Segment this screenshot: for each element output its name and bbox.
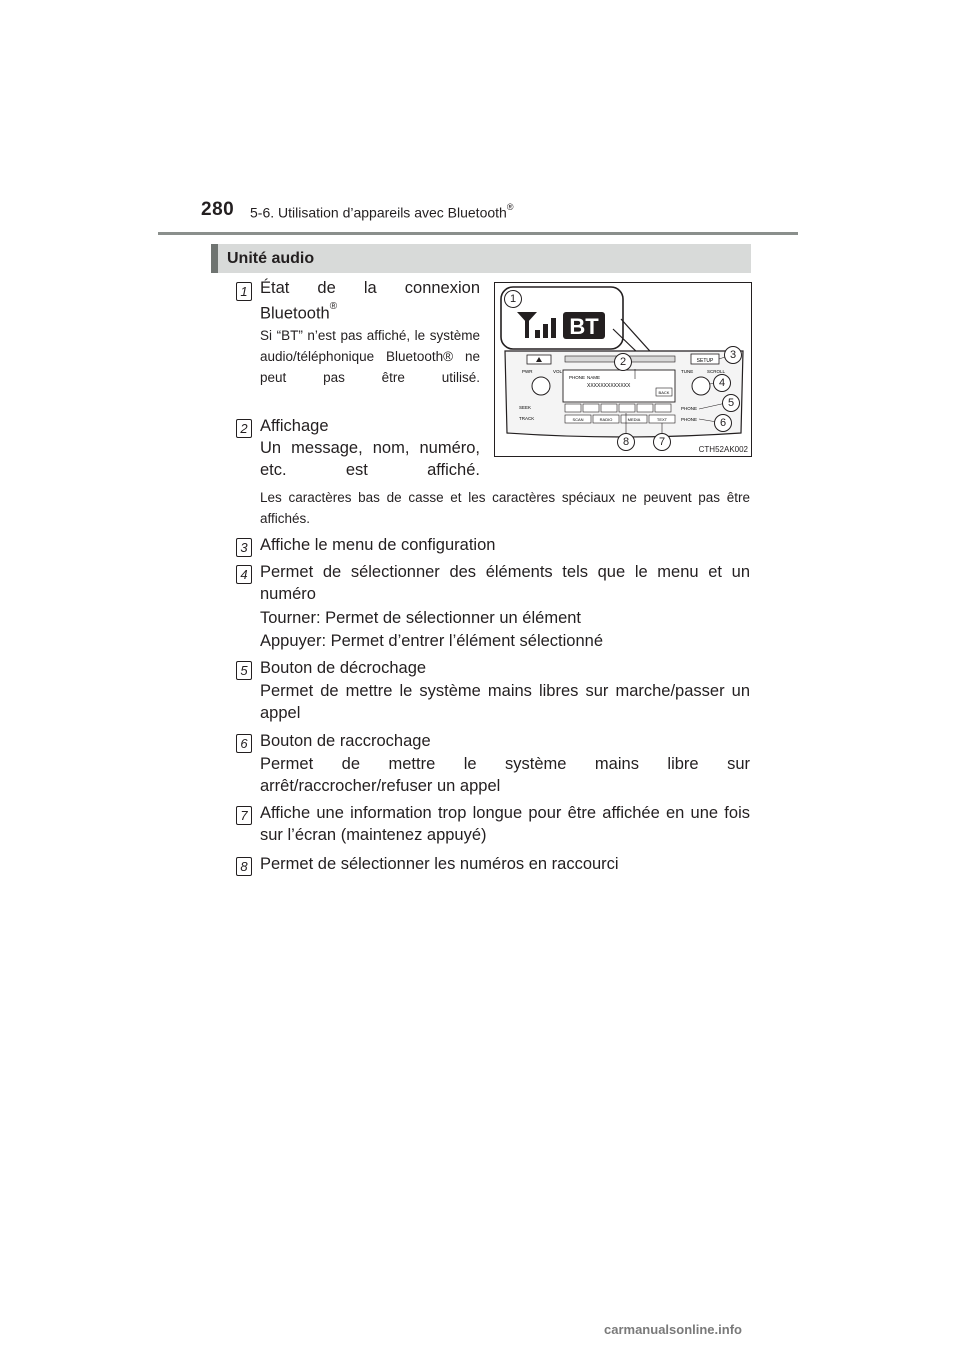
item-number: 2 [236,419,252,438]
display-name: NAME [587,375,601,380]
phone-off-label: PHONE [681,417,698,422]
media-label: MEDIA [627,417,641,422]
item-number: 6 [236,734,252,753]
item-note: Les caractères bas de casse et les caractères spéciaux ne peuvent pas être affichés. [260,490,750,526]
callout-1: 1 [504,290,522,308]
callout-7: 7 [653,433,671,451]
display-number: XXXXXXXXXXXXX [587,383,631,389]
radio-label: RADIO [599,417,613,422]
callout-8: 8 [617,433,635,451]
callout-3: 3 [724,346,742,364]
page-number: 280 [201,199,235,220]
item-number: 8 [236,857,252,876]
display-phone: PHONE [569,375,586,380]
item-line: Appuyer: Permet d’entrer l’élément sélectionné [260,632,604,650]
item-number: 7 [236,806,252,825]
item-number: 4 [236,565,252,584]
callout-6: 6 [714,414,732,432]
header-rule [158,232,798,235]
vol-label: VOL [553,369,563,374]
item-desc: Permet de mettre le système mains libre sur arrêt/raccrocher/refuser un appel [260,755,750,795]
watermark: carmanualsonline.info [604,1322,742,1337]
power-volume-knob [532,377,550,395]
section-accent [211,244,218,273]
seek-label: SEEK [519,405,532,410]
callout-5: 5 [722,394,740,412]
callout-4: 4 [713,374,731,392]
tune-scroll-knob [692,377,710,395]
phone-on-label: PHONE [681,406,698,411]
track-label: TRACK [519,416,535,421]
scroll-label: SCROLL [707,369,726,374]
item-title: État de la connexion Bluetooth® [260,279,480,323]
section-bar [211,244,751,273]
page-header [0,0,960,240]
section-title: Unité audio [227,250,315,267]
item-title: Bouton de raccrochage [260,732,431,750]
text-label: TEXT [656,417,668,422]
item-number: 1 [236,282,252,301]
item-title: Bouton de décrochage [260,659,427,677]
callout-2: 2 [614,353,632,371]
item-title: Affiche le menu de configuration [260,536,496,554]
item-title: Affichage [260,417,329,435]
back-label: BACK [658,390,670,395]
setup-label: SETUP [696,358,714,364]
item-number: 5 [236,661,252,680]
audio-unit-figure [494,282,752,457]
tune-label: TUNE [681,369,694,374]
item-title: Permet de sélectionner des éléments tels que le menu et un numéro [260,563,750,603]
item-desc: Un message, nom, numéro, etc. est affiché. [260,439,480,479]
item-line: Tourner: Permet de sélectionner un élément [260,609,582,627]
figure-code: CTH52AK002 [698,445,748,454]
chapter-title: 5-6. Utilisation d’appareils avec Bluetooth® [250,202,514,221]
item-number: 3 [236,538,252,557]
item-title: Permet de sélectionner les numéros en raccourci [260,855,619,873]
item-title: Affiche une information trop longue pour être affichée en une fois sur l’écran (maintenez appuyé) [260,804,750,844]
item-desc: Permet de mettre le système mains libres sur marche/passer un appel [260,682,750,722]
pwr-label: PWR [522,369,533,374]
scan-label: SCAN [572,417,584,422]
item-note: Si “BT” n’est pas affiché, le système audio/téléphonique Bluetooth® ne peut pas être utilisé. [260,328,480,385]
bt-badge-text: BT [569,314,599,339]
